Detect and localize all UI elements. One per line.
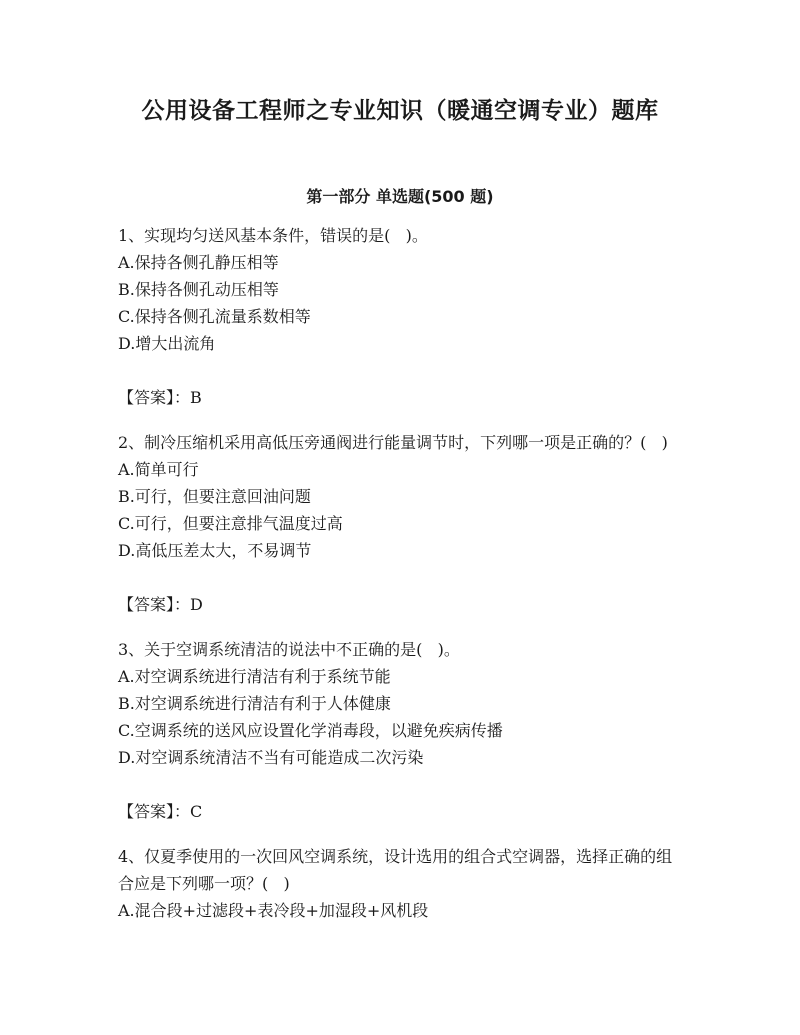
option-a: A.混合段+过滤段+表冷段+加湿段+风机段 bbox=[118, 901, 429, 920]
question-stem: 3、关于空调系统清洁的说法中不正确的是( )。 bbox=[118, 640, 460, 659]
answer-line: 【答案】：C bbox=[118, 802, 203, 821]
question-4 bbox=[118, 843, 684, 924]
option-c: C.可行，但要注意排气温度过高 bbox=[118, 514, 343, 533]
option-d: D.对空调系统清洁不当有可能造成二次污染 bbox=[118, 748, 424, 767]
option-d: D.增大出流角 bbox=[118, 334, 216, 353]
option-a: A.保持各侧孔静压相等 bbox=[118, 253, 279, 272]
option-c: C.保持各侧孔流量系数相等 bbox=[118, 307, 311, 326]
section-title: 第一部分 单选题(500 题) bbox=[306, 187, 494, 206]
option-b: B.对空调系统进行清洁有利于人体健康 bbox=[118, 694, 391, 713]
option-b: B.可行，但要注意回油问题 bbox=[118, 487, 311, 506]
option-c: C.空调系统的送风应设置化学消毒段，以避免疾病传播 bbox=[118, 721, 503, 740]
question-2 bbox=[118, 429, 684, 618]
question-stem: 2、制冷压缩机采用高低压旁通阀进行能量调节时，下列哪一项是正确的？( ) bbox=[118, 433, 668, 452]
page-title: 公用设备工程师之专业知识（暖通空调专业）题库 bbox=[141, 98, 659, 124]
question-list bbox=[118, 222, 684, 924]
option-b: B.保持各侧孔动压相等 bbox=[118, 280, 279, 299]
option-d: D.高低压差太大，不易调节 bbox=[118, 541, 312, 560]
question-stem: 1、实现均匀送风基本条件，错误的是( )。 bbox=[118, 226, 428, 245]
answer-line: 【答案】：D bbox=[118, 595, 203, 614]
question-3 bbox=[118, 636, 684, 825]
question-stem: 4、仅夏季使用的一次回风空调系统，设计选用的组合式空调器，选择正确的组合应是下列哪一项？( ) bbox=[118, 847, 673, 893]
answer-line: 【答案】：B bbox=[118, 388, 202, 407]
option-a: A.简单可行 bbox=[118, 460, 199, 479]
question-1 bbox=[118, 222, 684, 411]
option-a: A.对空调系统进行清洁有利于系统节能 bbox=[118, 667, 391, 686]
